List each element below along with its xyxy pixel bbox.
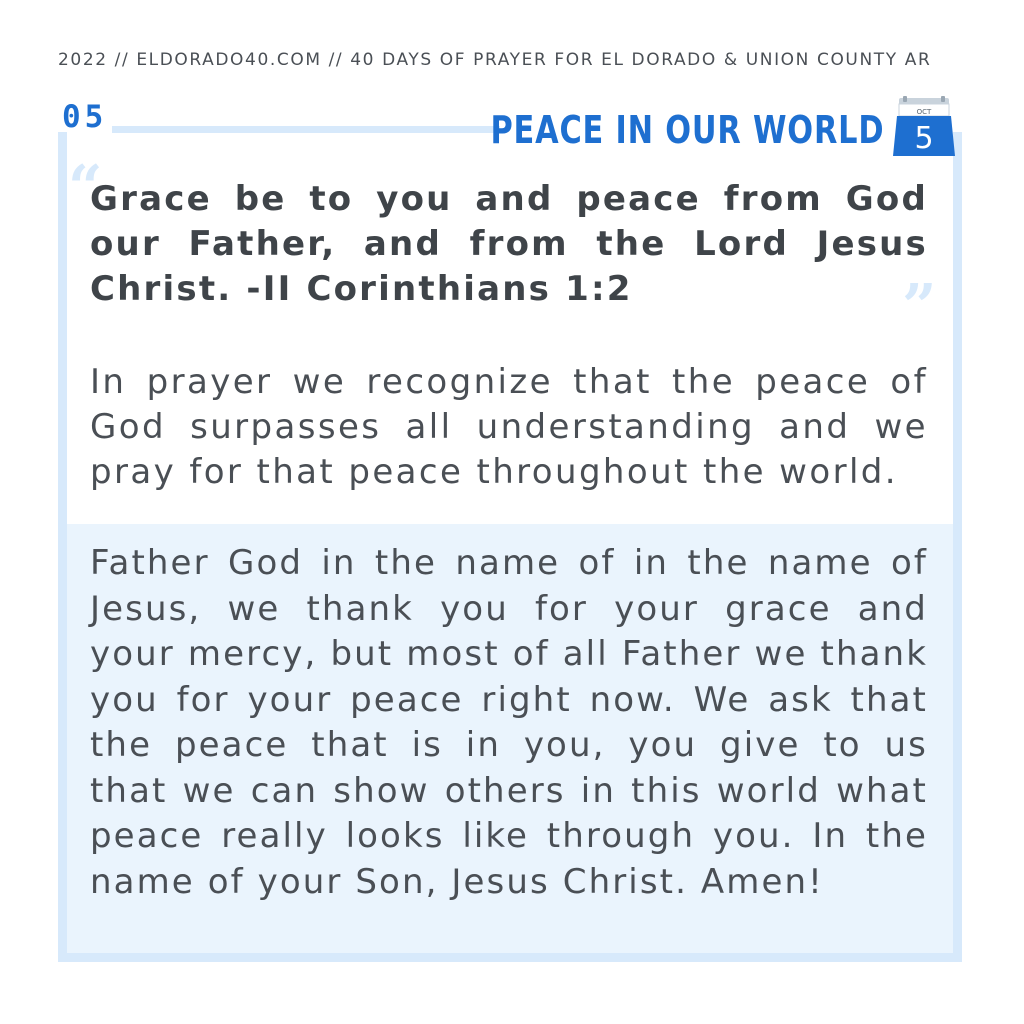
calendar-month: OCT (916, 108, 932, 116)
calendar-day: 5 (914, 121, 934, 156)
scripture-verse: Grace be to you and peace from God our Father, and from the Lord Jesus Christ. -II Corinthians 1:2 (90, 179, 928, 309)
calendar-icon (893, 96, 955, 156)
close-quote-icon: ” (902, 272, 937, 342)
intro-paragraph: In prayer we recognize that the peace of God surpasses all understanding and we pray for that peace throughout the world. (90, 362, 928, 492)
day-title: PEACE IN OUR WORLD (490, 108, 884, 152)
frame-top-line (112, 126, 500, 133)
header-line: 2022 // ELDORADO40.COM // 40 DAYS OF PRAYER FOR EL DORADO & UNION COUNTY AR (58, 50, 932, 70)
day-number: 05 (62, 99, 108, 135)
prayer-text: Father God in the name of in the name of Jesus, we thank you for your grace and your mercy, but most of all Father we thank you for your peace right now. We ask that the peace that is in you, you give to us that we can show others in this world what peace really looks like through you. In the name of your Son, Jesus Christ. Amen! (90, 543, 928, 902)
open-quote-icon: “ (68, 153, 103, 223)
